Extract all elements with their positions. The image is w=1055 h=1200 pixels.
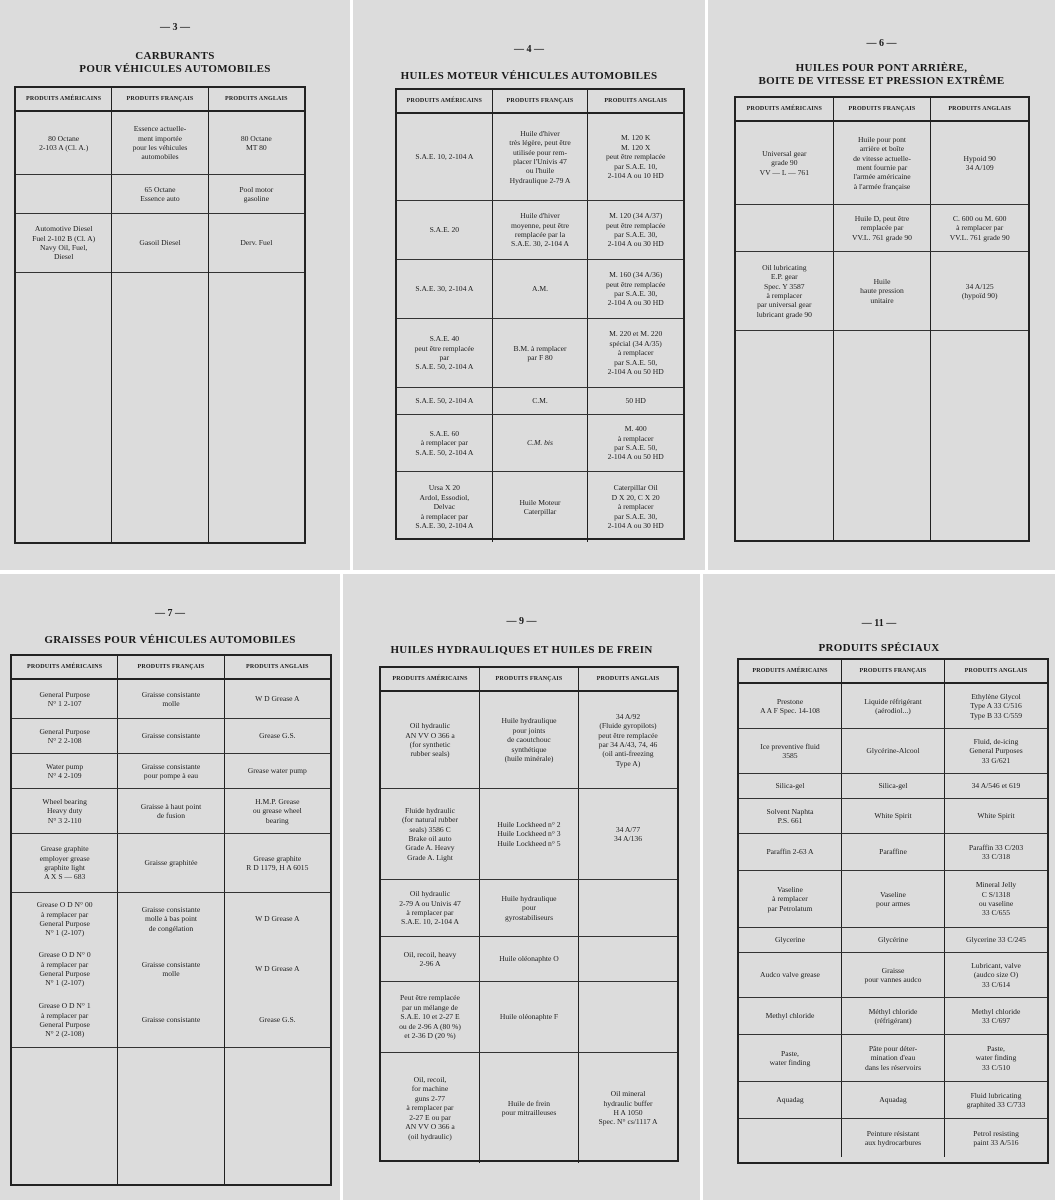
cell-french: Gasoil Diesel: [111, 214, 207, 272]
cell-english: M. 120 (34 A/37) peut être remplacée par S.A.E. 30, 2-104 A ou 30 HD: [587, 201, 683, 259]
table-row: [397, 114, 683, 201]
cell-french: Huile hydraulique pour gyrostabiliseurs: [479, 880, 578, 936]
table-row: [739, 1119, 1047, 1157]
table-row: [739, 998, 1047, 1035]
page-number: — 4 —: [514, 44, 544, 55]
header-french: PRODUITS FRANÇAIS: [841, 660, 944, 682]
cell-english: W D Grease A: [224, 680, 330, 718]
cell-english: [578, 982, 677, 1052]
header-american: PRODUITS AMÉRICAINS: [746, 106, 822, 112]
cell-french: Vaseline pour armes: [841, 871, 944, 927]
table-row: [739, 953, 1047, 998]
cell-english: White Spirit: [944, 799, 1047, 833]
table-row: [739, 684, 1047, 729]
cell-american: Solvent Naphta P.S. 661: [766, 806, 814, 825]
cell-english: H.M.P. Grease ou grease wheel bearing: [224, 789, 330, 833]
product-table: [395, 88, 685, 540]
cell-english: Paraffin 33 C/203 33 C/318: [944, 834, 1047, 870]
cell-american: [739, 1119, 841, 1157]
cell-english: Methyl chloride 33 C/697: [944, 998, 1047, 1034]
table-row: [739, 871, 1047, 928]
cell-english: Mineral Jelly C S/1318 ou vaseline 33 C/655: [944, 871, 1047, 927]
cell-french: 65 Octane Essence auto: [111, 175, 207, 213]
table-row: [16, 214, 304, 273]
header-english: PRODUITS ANGLAIS: [587, 90, 683, 112]
header-french: PRODUITS FRANÇAIS: [111, 88, 207, 110]
header-french: PRODUITS FRANÇAIS: [479, 668, 578, 690]
cell-american: Grease O D N° 1 à remplacer par General Purpose N° 2 (2-108): [38, 1001, 91, 1039]
cell-french: Glycérine-Alcool: [841, 729, 944, 773]
cell-english: [578, 937, 677, 981]
cell-french: Huile hydraulique pour joints de caoutchouc synthétique (huile minérale): [479, 692, 578, 788]
cell-american: Wheel bearing Heavy duty N° 3 2-110: [42, 796, 87, 825]
table-row: [736, 252, 1028, 331]
cell-american: Silica-gel: [775, 781, 805, 791]
cell-french: Huile D, peut être remplacée par VV.L. 761 grade 90: [833, 205, 931, 251]
product-table: [10, 654, 332, 1186]
page-title: HUILES HYDRAULIQUES ET HUILES DE FREIN: [390, 644, 653, 656]
cell-american: Universal gear grade 90 VV — L — 761: [759, 148, 810, 177]
table-row: [739, 1035, 1047, 1082]
product-table: [379, 666, 679, 1162]
table-row: [739, 799, 1047, 834]
cell-american: 80 Octane 2-103 A (Cl. A.): [39, 133, 89, 152]
table-row: [12, 834, 330, 893]
cell-english: W D Grease A: [224, 893, 330, 945]
header-french: PRODUITS FRANÇAIS: [492, 90, 588, 112]
cell-american: Vaseline à remplacer par Petrolatum: [767, 884, 813, 913]
cell-french: B.M. à remplacer par F 80: [492, 319, 588, 387]
cell-french: Méthyl chloride (réfrigérant): [841, 998, 944, 1034]
cell-american: S.A.E. 60 à remplacer par S.A.E. 50, 2-104 A: [415, 428, 474, 457]
table-header: [381, 668, 677, 692]
table-header: [16, 88, 304, 112]
table-row: [12, 789, 330, 834]
table-row: [381, 880, 677, 937]
cell-french: Graisse consistante: [117, 719, 223, 753]
cell-american: Ursa X 20 Ardol, Essodiol, Delvac à remplacer par S.A.E. 30, 2-104 A: [415, 483, 474, 531]
empty-column-space: [397, 536, 683, 538]
cell-english: 34 A/92 (Fluide gyropilots) peut être remplacée par 34 A/43, 74, 46 (oil anti-freezing Type A): [578, 692, 677, 788]
cell-english: Grease graphite R D 1179, H A 6015: [224, 834, 330, 892]
cell-french: C.M.: [492, 388, 588, 414]
cell-american: Oil lubricating E.P. gear Spec. Y 3587 à remplacer par universal gear lubricant grade 90: [756, 262, 812, 319]
page-9: [343, 574, 700, 1200]
product-table: [737, 658, 1049, 1164]
cell-english: Petrol resisting paint 33 A/516: [944, 1119, 1047, 1157]
cell-american: Audco valve grease: [760, 970, 820, 980]
cell-french: Graisse consistante pour pompe à eau: [117, 754, 223, 788]
header-english: PRODUITS ANGLAIS: [930, 98, 1028, 120]
header-american: PRODUITS AMÉRICAINS: [392, 676, 468, 682]
cell-american: S.A.E. 20: [429, 225, 460, 235]
page-11: [703, 574, 1055, 1200]
table-row: [397, 415, 683, 472]
cell-french: Graisse consistante molle: [117, 945, 223, 993]
header-english: PRODUITS ANGLAIS: [944, 660, 1047, 682]
page-number: — 6 —: [866, 38, 897, 49]
page-number: — 9 —: [506, 616, 537, 627]
cell-american: Paraffin 2-63 A: [766, 847, 814, 857]
cell-english: Grease G.S.: [224, 719, 330, 753]
header-american: PRODUITS AMÉRICAINS: [27, 664, 103, 670]
header-french: PRODUITS FRANÇAIS: [833, 98, 931, 120]
page-title: CARBURANTS POUR VÉHICULES AUTOMOBILES: [79, 50, 271, 75]
table-row: [12, 719, 330, 754]
cell-american: Oil, recoil, heavy 2-96 A: [403, 949, 457, 968]
page-title: GRAISSES POUR VÉHICULES AUTOMOBILES: [44, 634, 296, 646]
table-row: [12, 945, 330, 993]
cell-english: Grease water pump: [224, 754, 330, 788]
empty-column-space: [16, 270, 304, 542]
cell-french: Graisse consistante molle à bas point de congélation: [117, 893, 223, 945]
table-row: [736, 205, 1028, 252]
cell-english: M. 400 à remplacer par S.A.E. 50, 2-104 A ou 50 HD: [587, 415, 683, 471]
cell-american: Grease O D N° 0 à remplacer par General Purpose N° 1 (2-107): [38, 950, 91, 988]
cell-french: Huile haute pression unitaire: [833, 252, 931, 330]
cell-french: Huile Lockheed n° 2 Huile Lockheed n° 3 Huile Lockheed n° 5: [479, 789, 578, 879]
cell-american: General Purpose N° 1 2-107: [39, 689, 90, 708]
header-french: PRODUITS FRANÇAIS: [117, 656, 223, 678]
empty-column-space: [381, 1158, 677, 1160]
header-american: PRODUITS AMÉRICAINS: [26, 96, 102, 102]
cell-american: [16, 175, 111, 213]
cell-english: Pool motor gasoline: [208, 175, 304, 213]
page-title: HUILES POUR PONT ARRIÈRE, BOITE DE VITESSE ET PRESSION EXTRÊME: [758, 62, 1005, 87]
table-row: [739, 834, 1047, 871]
table-header: [736, 98, 1028, 122]
table-header: [739, 660, 1047, 684]
cell-english: W D Grease A: [224, 945, 330, 993]
cell-american: S.A.E. 40 peut être remplacée par S.A.E. 50, 2-104 A: [414, 334, 475, 372]
table-row: [16, 175, 304, 214]
empty-column-space: [12, 1040, 330, 1184]
cell-american: S.A.E. 50, 2-104 A: [415, 396, 474, 406]
cell-english: M. 120 K M. 120 X peut être remplacée par S.A.E. 10, 2-104 A ou 10 HD: [587, 114, 683, 200]
product-table: [14, 86, 306, 544]
cell-english: Caterpillar Oil D X 20, C X 20 à remplacer par S.A.E. 30, 2-104 A ou 30 HD: [587, 472, 683, 542]
cell-american: Peut être remplacée par un mélange de S.A.E. 10 et 2-27 E ou de 2-96 A (80 %) et 2-36 D (20 %): [399, 993, 461, 1041]
cell-english: Oil mineral hydraulic buffer H A 1050 Spec. N° cs/1117 A: [578, 1053, 677, 1163]
table-row: [381, 789, 677, 880]
cell-french: Silica-gel: [841, 774, 944, 798]
cell-english: Hypoid 90 34 A/109: [930, 122, 1028, 204]
cell-english: Grease G.S.: [224, 993, 330, 1047]
cell-french: Graisse à haut point de fusion: [117, 789, 223, 833]
table-row: [16, 112, 304, 175]
empty-column-space: [736, 328, 1028, 540]
cell-american: Water pump N° 4 2-109: [46, 761, 84, 780]
cell-english: 80 Octane MT 80: [208, 112, 304, 174]
cell-american: Ice preventive fluid 3585: [760, 741, 820, 760]
table-row: [381, 1053, 677, 1163]
header-american: PRODUITS AMÉRICAINS: [752, 668, 828, 674]
table-row: [12, 680, 330, 719]
table-row: [381, 692, 677, 789]
cell-french: Huile de frein pour mitrailleuses: [479, 1053, 578, 1163]
cell-american: [736, 205, 833, 251]
page-title: PRODUITS SPÉCIAUX: [818, 642, 940, 654]
page-4: [353, 0, 705, 570]
table-row: [12, 754, 330, 789]
page-6: [708, 0, 1055, 570]
cell-american: Paste, water finding: [769, 1048, 811, 1067]
table-row: [12, 893, 330, 945]
cell-english: Paste, water finding 33 C/510: [944, 1035, 1047, 1081]
page-number: — 7 —: [155, 608, 185, 619]
table-row: [739, 1082, 1047, 1119]
cell-english: M. 160 (34 A/36) peut être remplacée par S.A.E. 30, 2-104 A ou 30 HD: [587, 260, 683, 318]
cell-american: Oil hydraulic AN VV O 366 a (for synthetic rubber seals): [405, 721, 455, 759]
product-table: [734, 96, 1030, 542]
header-english: PRODUITS ANGLAIS: [208, 88, 304, 110]
cell-french: Graisse pour vannes audco: [841, 953, 944, 997]
table-header: [12, 656, 330, 680]
table-row: [397, 388, 683, 415]
cell-english: 50 HD: [587, 388, 683, 414]
table-row: [739, 928, 1047, 953]
page-number: — 11 —: [861, 618, 897, 629]
cell-french: Huile d'hiver moyenne, peut être remplacée par la S.A.E. 30, 2-104 A: [492, 201, 588, 259]
cell-french: Graisse graphitée: [117, 834, 223, 892]
header-english: PRODUITS ANGLAIS: [578, 668, 677, 690]
cell-english: Lubricant, valve (audco size O) 33 C/614: [944, 953, 1047, 997]
table-row: [397, 319, 683, 388]
cell-english: Glycerine 33 C/245: [944, 928, 1047, 952]
cell-american: Grease graphite employer grease graphite light A X S — 683: [39, 844, 90, 882]
cell-american: Oil hydraulic 2-79 A ou Univis 47 à remplacer par S.A.E. 10, 2-104 A: [399, 889, 461, 927]
cell-french: Graisse consistante: [117, 993, 223, 1047]
page-7: [0, 574, 340, 1200]
cell-english: Fluid lubricating graphited 33 C/733: [944, 1082, 1047, 1118]
cell-french: Graisse consistante molle: [117, 680, 223, 718]
cell-american: S.A.E. 30, 2-104 A: [415, 284, 474, 294]
cell-french: Huile d'hiver très légère, peut être utilisée pour rem- placer l'Univis 47 ou l'huile Hydraulique 2-79 A: [492, 114, 588, 200]
cell-french: White Spirit: [841, 799, 944, 833]
cell-american: Oil, recoil, for machine guns 2-77 à remplacer par 2-27 E ou par AN VV O 366 a (oil hydraulic): [405, 1075, 455, 1141]
cell-american: General Purpose N° 2 2-108: [39, 726, 90, 745]
cell-french: Huile Moteur Caterpillar: [492, 472, 588, 542]
cell-american: S.A.E. 10, 2-104 A: [415, 152, 474, 162]
header-english: PRODUITS ANGLAIS: [224, 656, 330, 678]
cell-french: Huile oléonaphte F: [479, 982, 578, 1052]
table-row: [381, 982, 677, 1053]
table-header: [397, 90, 683, 114]
cell-english: Ethylène Glycol Type A 33 C/516 Type B 33 C/559: [944, 684, 1047, 728]
table-row: [381, 937, 677, 982]
cell-french: Aquadag: [841, 1082, 944, 1118]
cell-english: C. 600 ou M. 600 à remplacer par VV.L. 761 grade 90: [930, 205, 1028, 251]
cell-french: Pâte pour déter- mination d'eau dans les réservoirs: [841, 1035, 944, 1081]
cell-american: Glycerine: [775, 935, 805, 945]
table-row: [739, 729, 1047, 774]
cell-english: 34 A/546 et 619: [944, 774, 1047, 798]
cell-american: Methyl chloride: [765, 1011, 815, 1021]
page-title: HUILES MOTEUR VÉHICULES AUTOMOBILES: [400, 70, 658, 82]
cell-french: Paraffine: [841, 834, 944, 870]
cell-english: Derv. Fuel: [208, 214, 304, 272]
cell-french: Huile oléonaphte O: [479, 937, 578, 981]
cell-french: A.M.: [492, 260, 588, 318]
page-3: [0, 0, 350, 570]
cell-french: Essence actuelle- ment importée pour les véhicules automobiles: [111, 112, 207, 174]
table-row: [739, 774, 1047, 799]
cell-english: M. 220 et M. 220 spécial (34 A/35) à remplacer par S.A.E. 50, 2-104 A ou 50 HD: [587, 319, 683, 387]
cell-english: Fluid, de-icing General Purposes 33 G/621: [944, 729, 1047, 773]
cell-american: Prestone A A F Spec. 14-108: [760, 696, 820, 715]
table-row: [397, 260, 683, 319]
cell-english: 34 A/77 34 A/136: [578, 789, 677, 879]
cell-american: Aquadag: [776, 1095, 804, 1105]
cell-english: 34 A/125 (hypoïd 90): [930, 252, 1028, 330]
page-number: — 3 —: [160, 22, 190, 33]
table-row: [397, 201, 683, 260]
cell-french: C.M. bis: [492, 415, 588, 471]
cell-american: Fluide hydraulic (for natural rubber seals) 3586 C Brake oil auto Grade A. Heavy Grade A. Light: [401, 805, 459, 862]
cell-french: Glycérine: [841, 928, 944, 952]
table-row: [736, 122, 1028, 205]
cell-american: Grease O D N° 00 à remplacer par General Purpose N° 1 (2-107): [36, 900, 93, 938]
cell-french: Huile pour pont arrière et boîte de vitesse actuelle- ment fournie par l'armée américaine à l'armée française: [833, 122, 931, 204]
cell-french: Liquide réfrigérant (aérodiol...): [841, 684, 944, 728]
table-row: [397, 472, 683, 542]
cell-french: Peinture résistant aux hydrocarbures: [841, 1119, 944, 1157]
cell-american: Automotive Diesel Fuel 2-102 B (Cl. A) Navy Oil, Fuel, Diesel: [32, 224, 96, 262]
cell-english: [578, 880, 677, 936]
header-american: PRODUITS AMÉRICAINS: [406, 98, 482, 104]
